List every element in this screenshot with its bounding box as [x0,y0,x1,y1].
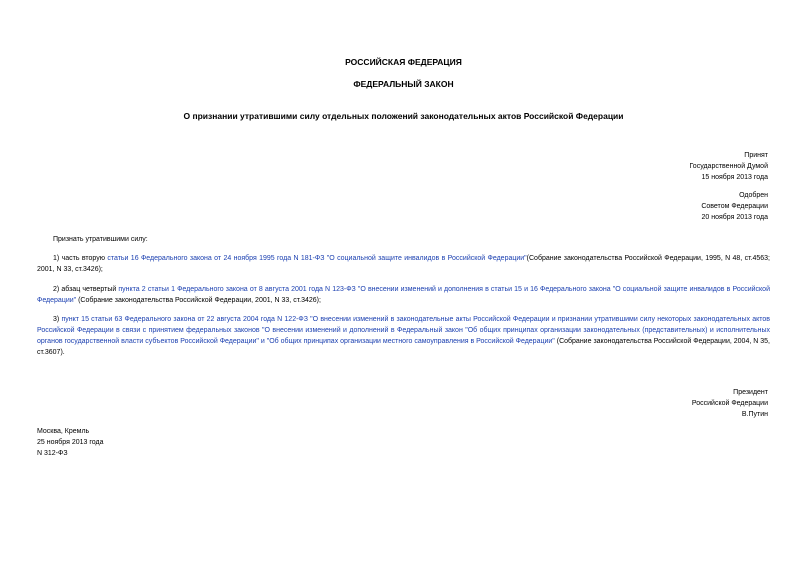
item-1-link[interactable]: статьи 16 Федерального закона от 24 ноября 1995 года N 181-ФЗ "О социальной защите инвалидов в Российской Федерации" [107,255,527,262]
item-2-paragraph [37,284,770,306]
approved-date: 20 ноября 2013 года [701,214,768,221]
item-3-link[interactable]: пункт 15 статьи 63 Федерального закона от 22 августа 2004 года N 122-ФЗ "О внесении изменений в законодательные акты Российской Федерации и признании утратившими силу некоторых законодательных актов Российской Федерации в связи с принятием федеральных законов "О внесении изменений и дополнений в Федеральный закон "Об общих принципах организации законодательных (представительных) и исполнительных органов государственной власти субъектов Российской Федерации" и "Об общих принципах организации местного самоуправления в Российской Федерации" [37,316,770,345]
item-2-suffix: (Собрание законодательства Российской Федерации, 2001, N 33, ст.3426); [76,297,321,304]
law-type-heading: ФЕДЕРАЛЬНЫЙ ЗАКОН [353,79,454,89]
approved-body: Советом Федерации [701,203,768,210]
adopted-label: Принят [744,152,768,159]
adopted-body: Государственной Думой [689,163,768,170]
item-3-paragraph [37,314,770,358]
signature-body: Российской Федерации [691,400,768,407]
country-heading: РОССИЙСКАЯ ФЕДЕРАЦИЯ [345,57,462,67]
footer-number: N 312-ФЗ [37,450,68,457]
intro-paragraph: Признать утратившими силу: [53,236,148,243]
item-1-prefix: 1) часть вторую [53,255,108,262]
item-3-suffix: (Собрание законодательства Российской Федерации, 2004, N 35, ст.3607). [37,338,770,356]
item-3-prefix: 3) [53,316,62,323]
signature-title: Президент [733,389,768,396]
footer-date: 25 ноября 2013 года [37,439,104,446]
footer-block [37,426,103,459]
item-1-paragraph [37,253,770,275]
item-2-prefix: 2) абзац четвертый [53,286,119,293]
approved-label: Одобрен [739,192,768,199]
signature-block [692,387,768,420]
adopted-date: 15 ноября 2013 года [701,174,768,181]
signature-name: В.Путин [741,411,768,418]
item-2-link[interactable]: пункта 2 статьи 1 Федерального закона от 8 августа 2001 года N 123-ФЗ "О внесении изменений и дополнения в статьи 15 и 16 Федерального закона "О социальной защите инвалидов в Российской Федерации" [37,286,770,304]
approved-block [701,190,768,223]
footer-place: Москва, Кремль [37,428,90,435]
document-title: О признании утратившими силу отдельных положений законодательных актов Российской Федерации [183,111,624,121]
item-1-suffix: (Собрание законодательства Российской Федерации, 1995, N 48, ст.4563; 2001, N 33, ст.3426); [37,255,770,273]
adopted-block [689,150,768,183]
